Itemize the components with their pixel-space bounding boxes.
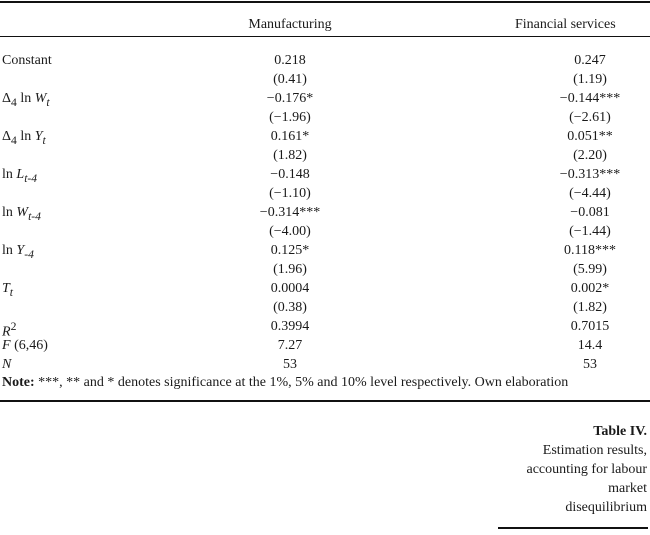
table-row <box>0 184 650 203</box>
cell-manufacturing: 0.0004 <box>270 281 310 296</box>
cell-manufacturing: (1.82) <box>273 148 307 163</box>
cell-financial-services: (5.99) <box>573 262 607 277</box>
table-row <box>0 89 650 108</box>
cell-financial-services: 14.4 <box>577 338 603 353</box>
label-function: ln <box>2 205 17 220</box>
cell-manufacturing: 0.3994 <box>270 319 310 334</box>
cell-manufacturing: −0.176* <box>266 91 314 106</box>
table-caption <box>447 422 647 517</box>
label-subscript: t <box>46 95 50 109</box>
table-row <box>0 241 650 260</box>
cell-manufacturing: (0.38) <box>273 300 307 315</box>
cell-manufacturing: 7.27 <box>277 338 303 353</box>
cell-manufacturing: (−1.10) <box>269 186 311 201</box>
row-label: Constant <box>2 53 52 68</box>
column-header-manufacturing: Manufacturing <box>248 17 332 32</box>
caption-line: disequilibrium <box>565 500 647 515</box>
label-function: ln <box>2 167 17 182</box>
cell-financial-services: (−4.44) <box>569 186 611 201</box>
cell-manufacturing: (1.96) <box>273 262 307 277</box>
cell-financial-services: 0.118*** <box>564 243 616 258</box>
cell-financial-services: 0.051** <box>567 129 613 144</box>
row-label <box>2 355 11 374</box>
label-subscript: t <box>9 285 14 299</box>
label-variable: Y <box>34 129 43 144</box>
label-subscript: 4 <box>11 133 17 147</box>
table-row <box>0 279 650 298</box>
caption-line: accounting for labour <box>526 462 647 477</box>
table-row <box>0 70 650 89</box>
table-header-rule <box>0 36 650 37</box>
note-text: ***, ** and * denotes significance at the 1%, 5% and 10% level respectively. Own elaboration <box>34 375 569 390</box>
table-row <box>0 317 650 340</box>
table-row <box>0 260 650 279</box>
table-row <box>0 355 650 374</box>
cell-financial-services: (2.20) <box>573 148 607 163</box>
row-label <box>2 336 48 355</box>
label-subscript: -4 <box>24 247 34 261</box>
cell-manufacturing: 0.161* <box>270 129 310 144</box>
cell-manufacturing: (−1.96) <box>269 110 311 125</box>
cell-financial-services: 0.7015 <box>570 319 610 334</box>
cell-manufacturing: 0.125* <box>270 243 310 258</box>
cell-manufacturing: (−4.00) <box>269 224 311 239</box>
label-variable: N <box>2 357 12 372</box>
label-function: ln <box>16 129 35 144</box>
label-suffix: (6,46) <box>10 338 48 353</box>
table-row <box>0 51 650 70</box>
cell-manufacturing: 53 <box>283 357 297 372</box>
table-row <box>0 222 650 241</box>
label-variable: W <box>34 91 47 106</box>
caption-line: Estimation results, <box>542 443 647 458</box>
label-variable: L <box>16 167 25 182</box>
label-subscript: t-4 <box>28 209 42 223</box>
cell-financial-services: −0.081 <box>570 205 610 220</box>
note-label: Note: <box>2 375 35 390</box>
label-function: ln <box>16 91 35 106</box>
cell-financial-services: (1.82) <box>573 300 607 315</box>
table-note <box>2 374 650 392</box>
table-row <box>0 165 650 184</box>
cell-financial-services: (1.19) <box>573 72 607 87</box>
caption-rule <box>498 527 648 529</box>
cell-financial-services: 53 <box>583 357 597 372</box>
cell-financial-services: −0.313*** <box>559 167 621 182</box>
table-row <box>0 127 650 146</box>
cell-financial-services: (−2.61) <box>569 110 611 125</box>
label-variable: T <box>2 281 10 296</box>
table-bottom-rule <box>0 400 650 402</box>
cell-financial-services: 0.002* <box>570 281 610 296</box>
table-row <box>0 298 650 317</box>
cell-financial-services: −0.144*** <box>559 91 621 106</box>
cell-manufacturing: 0.218 <box>274 53 306 68</box>
cell-financial-services: 0.247 <box>574 53 606 68</box>
cell-manufacturing: (0.41) <box>273 72 307 87</box>
label-variable: W <box>16 205 29 220</box>
label-operator: Δ <box>2 129 12 144</box>
label-subscript: t <box>42 133 46 147</box>
label-subscript: 4 <box>11 95 17 109</box>
label-variable: F <box>2 338 11 353</box>
cell-financial-services: (−1.44) <box>569 224 611 239</box>
cell-manufacturing: −0.148 <box>270 167 310 182</box>
caption-line: market <box>608 481 647 496</box>
column-header-financial-services: Financial services <box>515 17 616 32</box>
label-operator: Δ <box>2 91 12 106</box>
cell-manufacturing: −0.314*** <box>259 205 321 220</box>
label-function: ln <box>2 243 17 258</box>
table-row <box>0 336 650 355</box>
table-row <box>0 203 650 222</box>
table-body <box>0 51 650 374</box>
label-subscript: t-4 <box>24 171 38 185</box>
label-variable: Y <box>16 243 25 258</box>
label-variable: R <box>2 324 11 340</box>
table-row <box>0 108 650 127</box>
label-superscript: 2 <box>10 320 17 333</box>
table-top-rule <box>0 1 650 3</box>
table-row <box>0 146 650 165</box>
caption-title: Table IV. <box>593 424 647 439</box>
